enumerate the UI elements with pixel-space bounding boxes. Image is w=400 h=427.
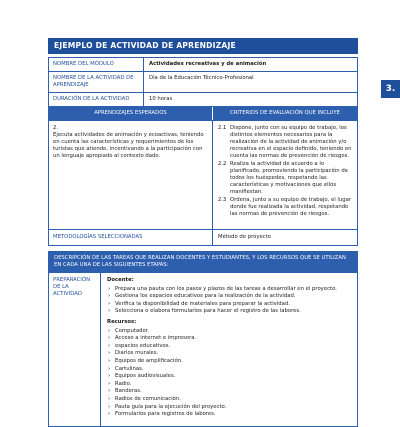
info-row-modulo [48, 57, 358, 72]
list-item: › Radios de comunicación. [107, 396, 351, 404]
criterio-item [218, 197, 352, 218]
list-item: › Equipos de amplificación. [107, 358, 351, 366]
info-label: NOMBRE DE LA ACTIVIDAD DE APRENDIZAJE [49, 72, 144, 92]
list-item: › Verifica la disponibilidad de materiales para preparar la actividad. [107, 301, 351, 309]
preparacion-label: PREPARACIÓN DE LA ACTIVIDAD [49, 273, 101, 426]
list-item: › espacios educativos. [107, 343, 351, 351]
criterio-number: 2.1 [218, 125, 227, 131]
description-header: DESCRIPCIÓN DE LAS TAREAS QUE REALIZAN DOCENTES Y ESTUDIANTES, Y LOS RECURSOS QUE SE UTILIZAN EN CADA UNA DE LAS SIGUIENTES ETAPAS: [48, 251, 358, 273]
sheet-title: EJEMPLO DE ACTIVIDAD DE APRENDIZAJE [48, 38, 358, 54]
list-item: › Equipos audiovisuales. [107, 373, 351, 381]
metodologias-value: Método de proyecto [218, 234, 272, 240]
recursos-list [107, 328, 351, 419]
metodologias-row [48, 230, 358, 246]
preparacion-content [101, 273, 357, 426]
metodologias-label: METODOLOGÍAS SELECCIONADAS [49, 230, 213, 245]
column-headers [48, 107, 358, 121]
criterio-text: Dispone, junto con su equipo de trabajo, los distintos elementos necesarios para la realización de la actividad de animación y/o recreativa en el espacio definido, teniendo en cuenta las normas de prevención de riesgos. [230, 125, 352, 159]
info-value: 10 horas [149, 96, 173, 102]
aprendizaje-text: Ejecuta actividades de animación y ecoactivas, teniendo en cuenta las características y requerimientos de los turistas que atiende, incentivando a la participación con un lenguaje apropiado al contexto dado. [53, 132, 204, 159]
activity-sheet [48, 38, 358, 427]
criterio-item [218, 125, 352, 160]
preparacion-row [48, 273, 358, 427]
list-item: › Selecciona o elabora formularios para hacer el registro de las labores. [107, 308, 351, 316]
criterio-number: 2.3 [218, 197, 227, 203]
list-item: › Gestiona los espacios educativos para la realización de la actividad. [107, 293, 351, 301]
list-item: › Computador. [107, 328, 351, 336]
criterio-text: Ordena, junto a su equipo de trabajo, el lugar donde fue realizada la actividad, respetando las normas de prevención de riesgos. [230, 197, 352, 217]
header-criterios: CRITERIOS DE EVALUACIÓN QUE INCLUYE [230, 110, 340, 116]
docente-list [107, 286, 351, 316]
criterio-item [218, 161, 352, 196]
criterios-cell [213, 121, 357, 229]
aprendizaje-number: 2. [53, 125, 59, 131]
list-item: › Cartulinas. [107, 366, 351, 374]
info-value: Día de la Educación Técnico-Profesional [149, 75, 254, 81]
aprendizaje-cell [49, 121, 213, 229]
criterio-text: Realiza la actividad de acuerdo a lo planificado, promoviendo la participación de todos los huéspedes, respetando las características y motivaciones que ellos manifiestan. [230, 161, 348, 195]
list-item: › Banderas. [107, 388, 351, 396]
info-row-actividad [48, 72, 358, 93]
list-item: › Formularios para registros de labores. [107, 411, 351, 419]
docente-title: Docente: [107, 277, 134, 283]
info-value: Actividades recreativas y de animación [149, 61, 267, 67]
criterio-number: 2.2 [218, 161, 227, 167]
list-item: › Radio. [107, 381, 351, 389]
info-row-duracion [48, 93, 358, 107]
list-item: › Diarios murales. [107, 350, 351, 358]
info-label: NOMBRE DEL MÓDULO [49, 58, 144, 71]
list-item: › Acceso a internet e impresora. [107, 335, 351, 343]
chapter-tab: 3. [381, 80, 400, 98]
aprendizaje-row [48, 121, 358, 230]
header-aprendizajes: APRENDIZAJES ESPERADOS [49, 107, 213, 120]
recursos-title: Recursos: [107, 318, 137, 325]
list-item: › Pauta guía para la ejecución del proyecto. [107, 404, 351, 412]
info-label: DURACIÓN DE LA ACTIVIDAD [49, 93, 144, 106]
list-item: › Prepara una pauta con los pasos y plazos de las tareas a desarrollar en el proyecto. [107, 286, 351, 294]
